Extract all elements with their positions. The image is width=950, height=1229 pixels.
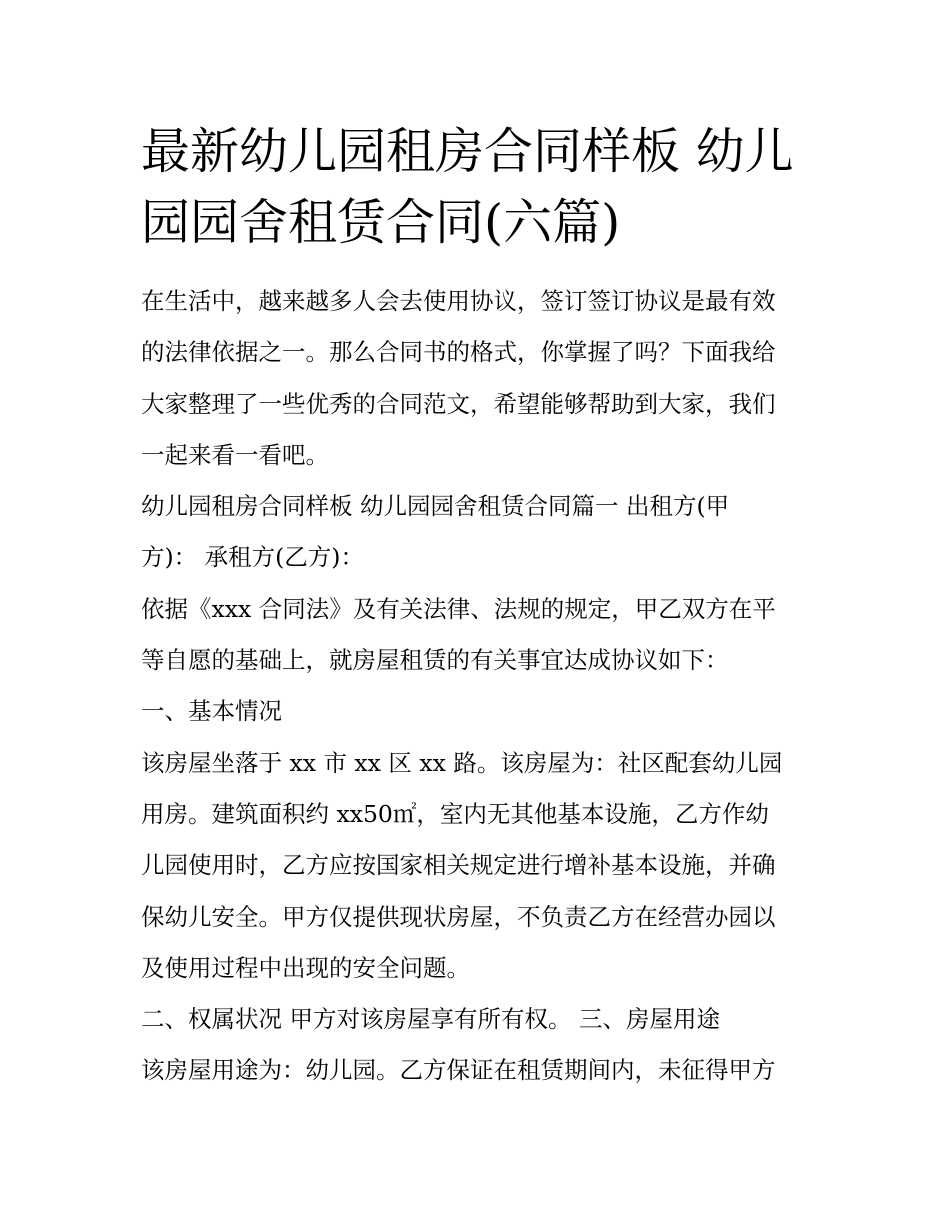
text-line: 一起来看一看吧。	[141, 440, 329, 469]
text-line: 等自愿的基础上，就房屋租赁的有关事宜达成协议如下：	[141, 646, 729, 675]
text-line: 的法律依据之一。那么合同书的格式，你掌握了吗？下面我给	[141, 338, 776, 367]
title-line: 最新幼儿园租房合同样板 幼儿	[141, 123, 794, 180]
text-line: 用房。建筑面积约 xx50㎡，室内无其他基本设施，乙方作幼	[141, 799, 769, 828]
document-title	[141, 116, 841, 258]
text-line: 在生活中，越来越多人会去使用协议，签订签订协议是最有效	[141, 287, 776, 315]
text-line: 方)： 承租方(乙方)：	[141, 543, 364, 572]
text-line: 依据《xxx 合同法》及有关法律、法规的规定，甲乙双方在平	[141, 594, 776, 623]
text-line: 及使用过程中出现的安全问题。	[141, 953, 470, 982]
text-line: 该房屋坐落于 xx 市 xx 区 xx 路。该房屋为：社区配套幼儿园	[141, 748, 783, 777]
section-heading: 二、权属状况 甲方对该房屋享有所有权。 三、房屋用途	[141, 1005, 720, 1034]
text-line: 该房屋用途为：幼儿园。乙方保证在租赁期间内，未征得甲方	[141, 1056, 776, 1085]
document-body	[141, 276, 821, 1097]
text-line: 保幼儿安全。甲方仅提供现状房屋，不负责乙方在经营办园以	[141, 902, 776, 931]
text-line: 幼儿园租房合同样板 幼儿园园舍租赁合同篇一 出租方(甲	[141, 492, 730, 521]
title-line: 园园舍租赁合同(六篇)	[141, 194, 621, 251]
section-heading: 一、基本情况	[141, 697, 282, 726]
text-line: 大家整理了一些优秀的合同范文，希望能够帮助到大家，我们	[141, 389, 776, 418]
text-line: 儿园使用时，乙方应按国家相关规定进行增补基本设施，并确	[141, 851, 776, 880]
